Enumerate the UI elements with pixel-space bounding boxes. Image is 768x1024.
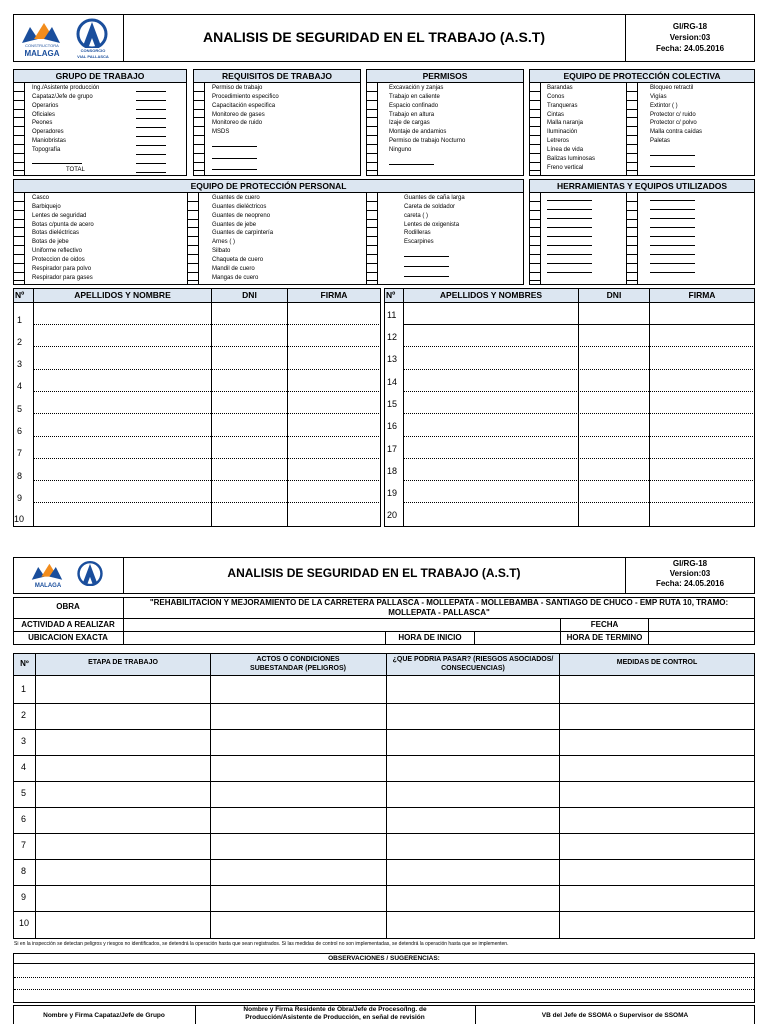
row-num: 7	[17, 448, 23, 458]
personal-right-dni-header: DNI	[606, 290, 622, 300]
row-num: 9	[17, 493, 23, 503]
personal-right-name-header: APELLIDOS Y NOMBRES	[439, 290, 543, 300]
row-num: 10	[14, 514, 25, 524]
consorcio-logo-2	[72, 558, 108, 586]
actividad-label: ACTIVIDAD A REALIZAR	[21, 620, 115, 629]
obra-label: OBRA	[56, 602, 80, 611]
risk-row-num: 5	[21, 788, 27, 798]
grupo-checkboxes[interactable]	[13, 83, 25, 176]
risk-row-num: 3	[21, 736, 27, 746]
malaga-logo-name: MALAGA	[24, 49, 60, 58]
sign-ssoma[interactable]: VB del Jefe de SSOMA o Supervisor de SSOMA	[541, 1012, 689, 1019]
colectiva-list-1: Barandas Conos Tranqueras Cintas Malla naranja Iluminación Letreros Línea de vida Balizas luminosas Freno vertical	[547, 85, 596, 171]
hora-termino-label: HORA DE TERMINO	[566, 633, 643, 642]
fecha-label: FECHA	[590, 620, 619, 629]
page-title: ANALISIS DE SEGURIDAD EN EL TRABAJO (A.S.T)	[203, 29, 545, 45]
epp-list-1: Casco Barbiquejo Lentes de seguridad Botas c/punta de acero Botas dieléctricas Botas de jebe Uniforme reflectivo Proteccion de oidos Respirador para polvo Respirador para gases	[32, 195, 94, 281]
row-num: 20	[387, 510, 398, 520]
observaciones-label: OBSERVACIONES / SUGERENCIAS:	[328, 955, 440, 962]
epp-list-3: Guantes de caña larga Careta de soldador careta ( ) Lentes de oxigenista Rodilleras Escarpines	[404, 195, 465, 246]
form2-title: ANALISIS DE SEGURIDAD EN EL TRABAJO (A.S.T)	[227, 566, 521, 580]
inspection-note: Si en la inspección se detectan peligros y riesgos no identificados, se detendrá la operación hasta que sean registrados. Si las medidas de control no son implementadas, se detendrá la operación hasta que se implementen.	[14, 941, 509, 947]
row-num: 19	[387, 488, 398, 498]
row-num: 8	[17, 471, 23, 481]
row-num: 2	[17, 337, 23, 347]
risk-rows[interactable]	[13, 676, 755, 939]
ubicacion-label: UBICACION EXACTA	[28, 633, 108, 642]
doc-version: Version:03	[669, 33, 711, 42]
row-num: 11	[387, 310, 397, 320]
permisos-header: PERMISOS	[366, 69, 524, 83]
personal-right-firma-header: FIRMA	[688, 290, 716, 300]
risk-row-num: 1	[21, 684, 27, 694]
row-num: 14	[387, 377, 398, 387]
row-num: 1	[17, 315, 23, 325]
form2-code: GI/RG-18	[672, 559, 708, 568]
epp-checkboxes-2[interactable]	[187, 193, 199, 285]
epp-list-2: Guantes de cuero Guantes dieléctricos Guantes de neopreno Guantes de jebe Guantes de carpintería Arnes ( ) Silbato Chaqueta de cuero Mandil de cuero Mangas de cuero	[212, 195, 274, 281]
row-num: 16	[387, 421, 398, 431]
ubicacion-field[interactable]	[124, 632, 384, 644]
row-num: 4	[17, 381, 23, 391]
row-num: 17	[387, 444, 398, 454]
personal-left-name-header: APELLIDOS Y NOMBRE	[74, 290, 171, 300]
form2-version: Version:03	[669, 569, 711, 578]
fecha-field[interactable]	[649, 619, 754, 630]
personal-right-rows[interactable]	[384, 303, 755, 527]
herramientas-checkboxes-1[interactable]	[529, 193, 541, 285]
col-num-header: Nº	[20, 659, 29, 668]
colectiva-list-2: Bloqueo retractil Vigías Extintor ( ) Protector c/ ruido Protector c/ polvo Malla contra caídas Paletas	[650, 85, 703, 145]
row-num: 3	[17, 359, 23, 369]
risk-row-num: 4	[21, 762, 27, 772]
risk-row-num: 7	[21, 840, 27, 850]
consorcio-logo-caption: CONSORCIO	[80, 48, 106, 53]
requisitos-list: Permiso de trabajo Procedimiento especifico Capacitación especifica Monitoreo de gases Monitoreo de ruido MSDS	[212, 85, 279, 136]
grupo-header: GRUPO DE TRABAJO	[13, 69, 187, 83]
grupo-list: Ing./Asistente producción Capataz/Jefe de grupo Operarios Oficiales Peones Operadores Maniobristas Topografía	[32, 85, 100, 153]
row-num: 15	[387, 399, 398, 409]
epp-header: EQUIPO DE PROTECCIÓN PERSONAL	[13, 179, 524, 193]
requisitos-header: REQUISITOS DE TRABAJO	[193, 69, 361, 83]
col-actos-header: ACTOS O CONDICIONES SUBESTANDAR (PELIGROS)	[250, 656, 346, 672]
herramientas-header: HERRAMIENTAS Y EQUIPOS UTILIZADOS	[529, 179, 755, 193]
col-etapa-header: ETAPA DE TRABAJO	[88, 659, 158, 666]
colectiva-header: EQUIPO DE PROTECCIÓN COLECTIVA	[529, 69, 755, 83]
form2-date: Fecha: 24.05.2016	[655, 579, 725, 588]
colectiva-checkboxes-2[interactable]	[626, 83, 638, 176]
epp-checkboxes-3[interactable]	[366, 193, 378, 285]
col-medidas-header: MEDIDAS DE CONTROL	[616, 659, 698, 666]
herramientas-checkboxes-2[interactable]	[626, 193, 638, 285]
consorcio-logo-name: VIAL PALLASCA	[77, 54, 109, 59]
hora-inicio-field[interactable]	[475, 632, 559, 644]
colectiva-checkboxes-1[interactable]	[529, 83, 541, 176]
sign-capataz[interactable]: Nombre y Firma Capataz/Jefe de Grupo	[43, 1012, 165, 1019]
doc-date: Fecha: 24.05.2016	[655, 44, 725, 53]
permisos-list: Excavación y zanjas Trabajo en caliente Espacio confinado Trabajo en altura Izaje de cargas Montaje de andamios Permiso de trabajo Nocturno Ninguno	[389, 85, 466, 153]
risk-row-num: 2	[21, 710, 27, 720]
personal-right-num-header: Nº	[386, 290, 396, 300]
obra-value: "REHABILITACION Y MEJORAMIENTO DE LA CARRETERA PALLASCA - MOLLEPATA - MOLLEBAMBA - SANTIAGO DE CHUCO - EMP RUTA 10, TRAMO: MOLLEPATA - PALLASCA"	[149, 598, 729, 617]
risk-row-num: 10	[19, 918, 30, 928]
requisitos-checkboxes[interactable]	[193, 83, 205, 176]
sign-residente[interactable]: Nombre y Firma Residente de Obra/Jefe de Proceso/Ing. de Producción/Asistente de Producción, en señal de revisión	[243, 1006, 427, 1021]
col-que-header: ¿QUE PODRIA PASAR? (RIESGOS ASOCIADOS/ CONSECUENCIAS)	[392, 656, 554, 672]
personal-left-firma-header: FIRMA	[320, 290, 348, 300]
hora-inicio-label: HORA DE INICIO	[398, 633, 462, 642]
epp-checkboxes-1[interactable]	[13, 193, 25, 285]
row-num: 5	[17, 404, 23, 414]
doc-code: GI/RG-18	[672, 22, 708, 31]
malaga-logo-2-name: MALAGA	[34, 583, 62, 589]
row-num: 13	[387, 354, 398, 364]
actividad-field[interactable]	[124, 619, 559, 630]
row-num: 18	[387, 466, 398, 476]
consorcio-logo	[70, 16, 114, 48]
personal-left-dni-header: DNI	[242, 290, 257, 300]
risk-row-num: 9	[21, 892, 27, 902]
personal-left-num-header: Nº	[15, 290, 25, 300]
row-num: 6	[17, 426, 23, 436]
permisos-checkboxes[interactable]	[366, 83, 378, 176]
risk-row-num: 6	[21, 814, 27, 824]
malaga-logo-caption: CONSTRUCTORA	[25, 43, 59, 48]
row-num: 12	[387, 332, 398, 342]
personal-left-rows[interactable]	[13, 303, 381, 527]
grupo-total-label: TOTAL	[66, 167, 85, 173]
hora-termino-field[interactable]	[649, 632, 754, 644]
risk-row-num: 8	[21, 866, 27, 876]
